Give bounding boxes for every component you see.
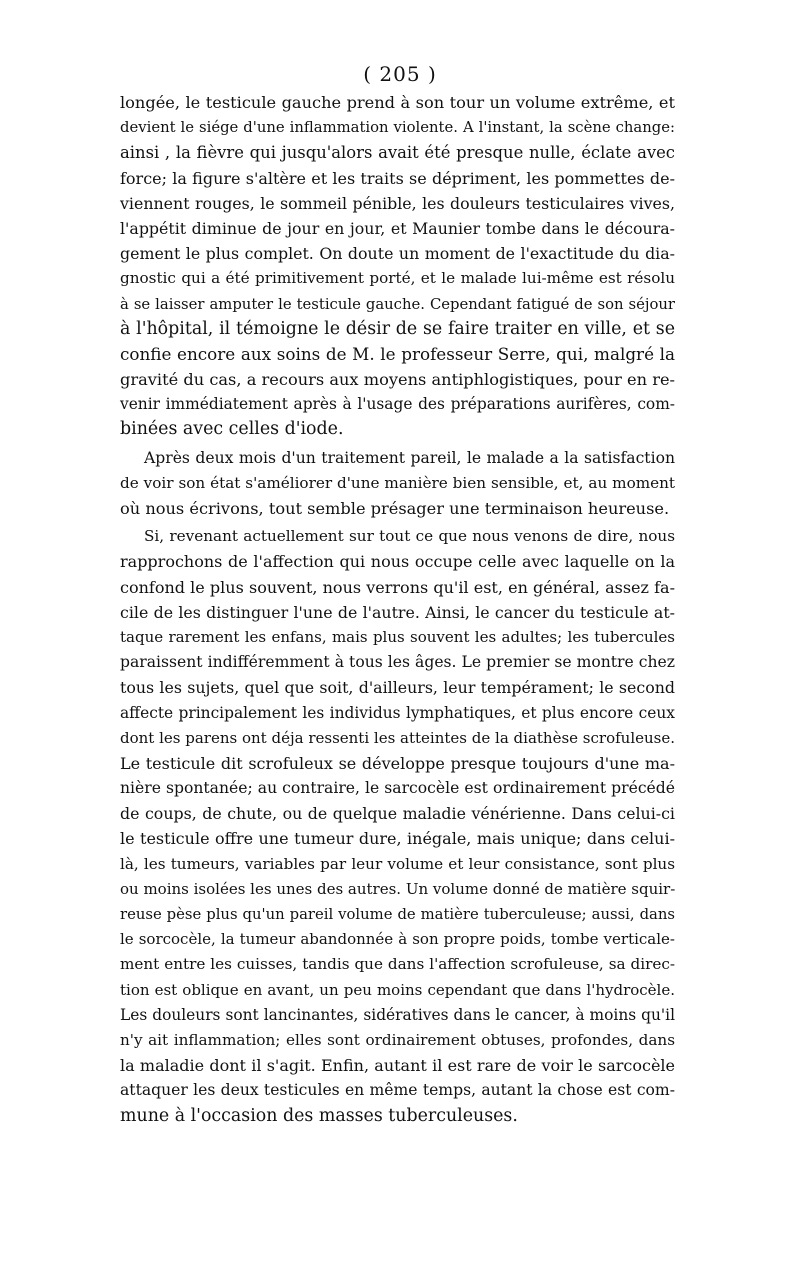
text-line: la maladie dont il s'agit. Enfin, autant il est rare de voir le sarcocèle [120,1056,675,1076]
text-line: gravité du cas, a recours aux moyens antiphlogistiques, pour en re- [120,370,675,390]
text-line: confond le plus souvent, nous verrons qu'il est, en général, assez fa- [120,577,675,597]
text-line: n'y ait inflammation; elles sont ordinairement obtuses, profondes, dans [120,1030,675,1049]
text-line: gnostic qui a été primitivement porté, et le malade lui-même est résolu [120,269,675,288]
text-line: rapprochons de l'affection qui nous occupe celle avec laquelle on la [120,552,675,572]
text-line: Les douleurs sont lancinantes, sidératives dans le cancer, à moins qu'il [120,1005,675,1024]
text-line: de coups, de chute, ou de quelque maladie vénérienne. Dans celui-ci [120,804,675,824]
text-line: de voir son état s'améliorer d'une manière bien sensible, et, au moment [120,473,675,492]
text-line: tous les sujets, quel que soit, d'ailleurs, leur tempérament; le second [120,678,675,698]
text-line: cile de les distinguer l'une de l'autre. Ainsi, le cancer du testicule at- [120,602,675,622]
text-line: nière spontanée; au contraire, le sarcocèle est ordinairement précédé [120,779,675,798]
paragraph [120,446,675,522]
paragraph [120,90,675,443]
text-line: attaquer les deux testicules en même temps, autant la chose est com- [120,1081,675,1100]
text-line: ou moins isolées les unes des autres. Un volume donné de matière squir- [120,879,676,898]
text-line: le testicule offre une tumeur dure, inégale, mais unique; dans celui- [120,829,675,849]
text-line: ment entre les cuisses, tandis que dans l'affection scrofuleuse, sa direc- [120,955,675,974]
text-line: Le testicule dit scrofuleux se développe presque toujours d'une ma- [120,753,675,773]
text-line: l'appétit diminue de jour en jour, et Maunier tombe dans le découra- [120,218,675,238]
text-line: à se laisser amputer le testicule gauche. Cependant fatigué de son séjour [120,295,675,313]
text-line: tion est oblique en avant, un peu moins cependant que dans l'hydrocèle. [120,980,675,999]
text-line: force; la figure s'altère et les traits se dépriment, les pommettes de- [120,168,675,188]
text-line: dont les parens ont déja ressenti les atteintes de la diathèse scrofuleuse. [120,728,675,747]
text-line: taque rarement les enfans, mais plus souvent les adultes; les tubercules [120,627,675,646]
text-line: paraissent indifféremment à tous les âges. Le premier se montre chez [120,653,675,672]
text-line: longée, le testicule gauche prend à son tour un volume extrême, et [120,93,675,112]
text-line: là, les tumeurs, variables par leur volume et leur consistance, sont plus [120,854,675,873]
text-line: affecte principalement les individus lymphatiques, et plus encore ceux [120,703,675,722]
text-line: à l'hôpital, il témoigne le désir de se faire traiter en ville, et se [120,318,675,339]
text-line: devient le siége d'une inflammation violente. A l'instant, la scène change: [120,119,675,137]
paragraph [120,524,675,1129]
text-line: le sorcocèle, la tumeur abandonnée à son propre poids, tombe verticale- [120,930,675,949]
text-line: mune à l'occasion des masses tuberculeuses. [120,1105,518,1126]
text-line: où nous écrivons, tout semble présager une terminaison heureuse. [120,499,670,518]
text-line: reuse pèse plus qu'un pareil volume de matière tuberculeuse; aussi, dans [120,906,675,923]
page-number: ( 205 ) [363,62,437,86]
text-line: ainsi , la fièvre qui jusqu'alors avait été presque nulle, éclate avec [120,143,675,163]
text-line: viennent rouges, le sommeil pénible, les douleurs testiculaires vives, [120,193,675,213]
text-line: confie encore aux soins de M. le professeur Serre, qui, malgré la [120,343,675,364]
text-line: binées avec celles d'iode. [120,419,344,440]
text-line: Si, revenant actuellement sur tout ce que nous venons de dire, nous [144,527,675,546]
text-line: gement le plus complet. On doute un moment de l'exactitude du dia- [120,244,675,264]
body-text [120,90,675,1129]
text-line: Après deux mois d'un traitement pareil, le malade a la satisfaction [144,448,675,467]
text-line: venir immédiatement après à l'usage des préparations aurifères, com- [120,395,675,414]
